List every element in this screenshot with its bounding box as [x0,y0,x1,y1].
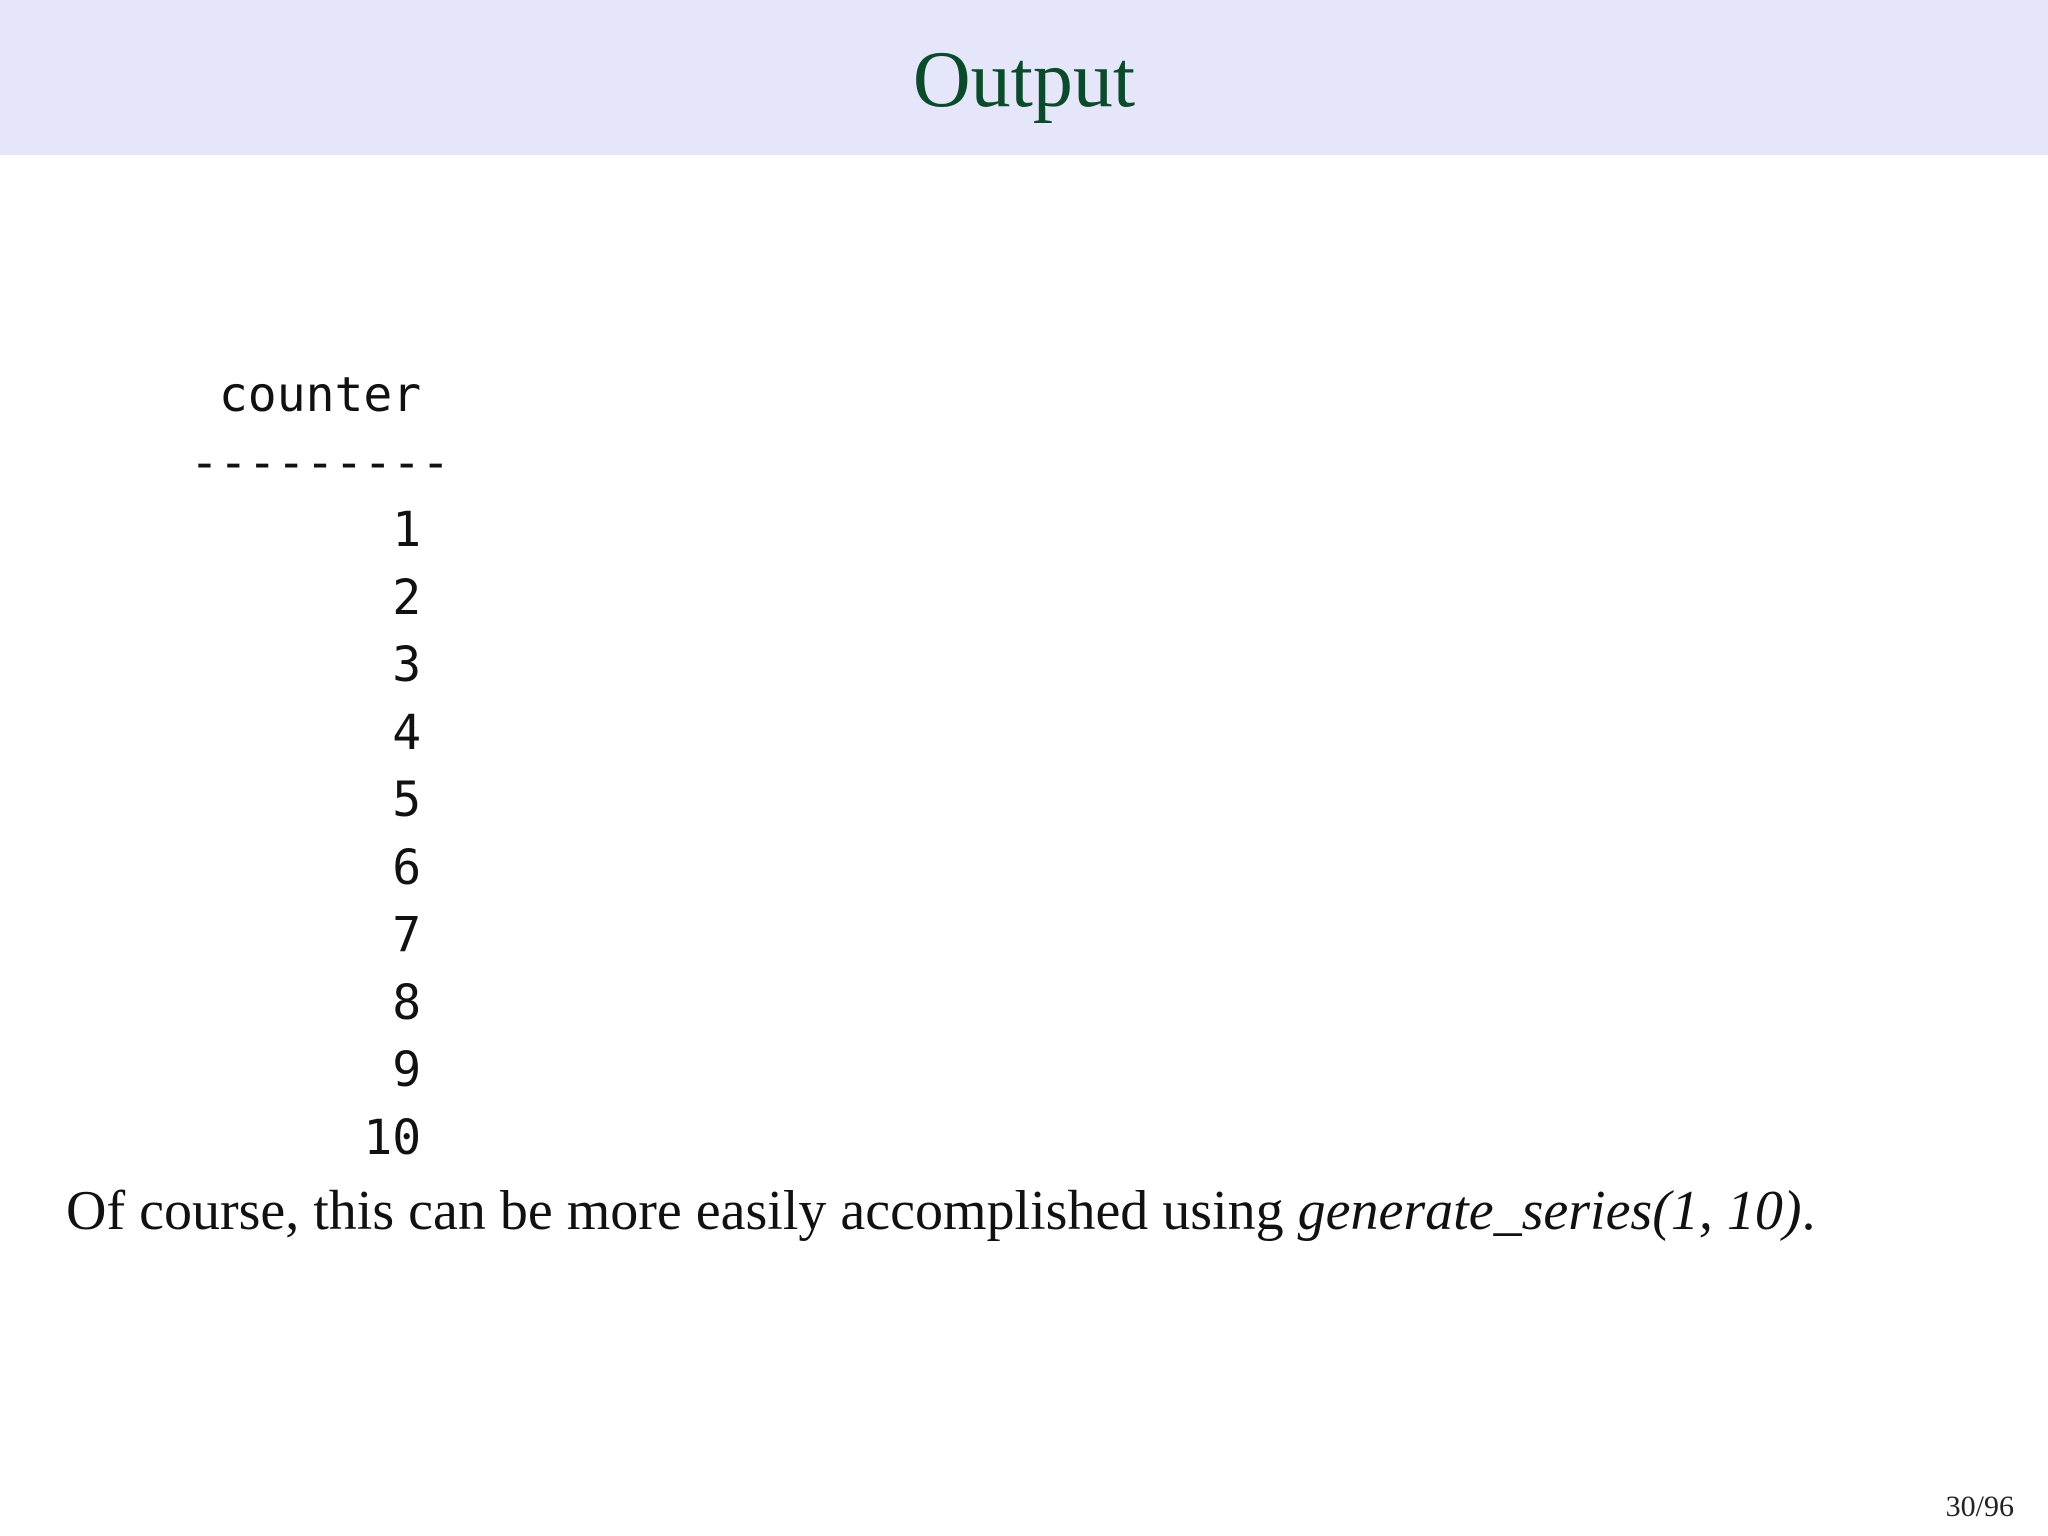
output-row: 7 [190,907,422,963]
output-row: 1 [190,502,422,558]
body-text-lead: Of course, this can be more easily accomplished using [66,1180,1298,1242]
page-number: 30/96 [1945,1490,2014,1523]
output-row: 9 [190,1042,422,1098]
output-row: 5 [190,772,422,828]
title-bar [0,0,2048,155]
output-header: counter [190,367,422,423]
output-row: 2 [190,569,422,626]
output-row: 4 [190,704,422,761]
body-text-code: generate_series(1, 10) [1297,1180,1802,1242]
body-paragraph [66,1178,1816,1245]
query-output [190,362,450,1172]
output-row: 8 [190,974,422,1031]
slide-title: Output [912,35,1136,124]
output-row: 6 [190,839,422,896]
body-text-end: . [1801,1180,1816,1242]
output-separator: --------- [190,434,451,491]
output-row: 10 [190,1109,422,1166]
output-row: 3 [190,637,422,693]
